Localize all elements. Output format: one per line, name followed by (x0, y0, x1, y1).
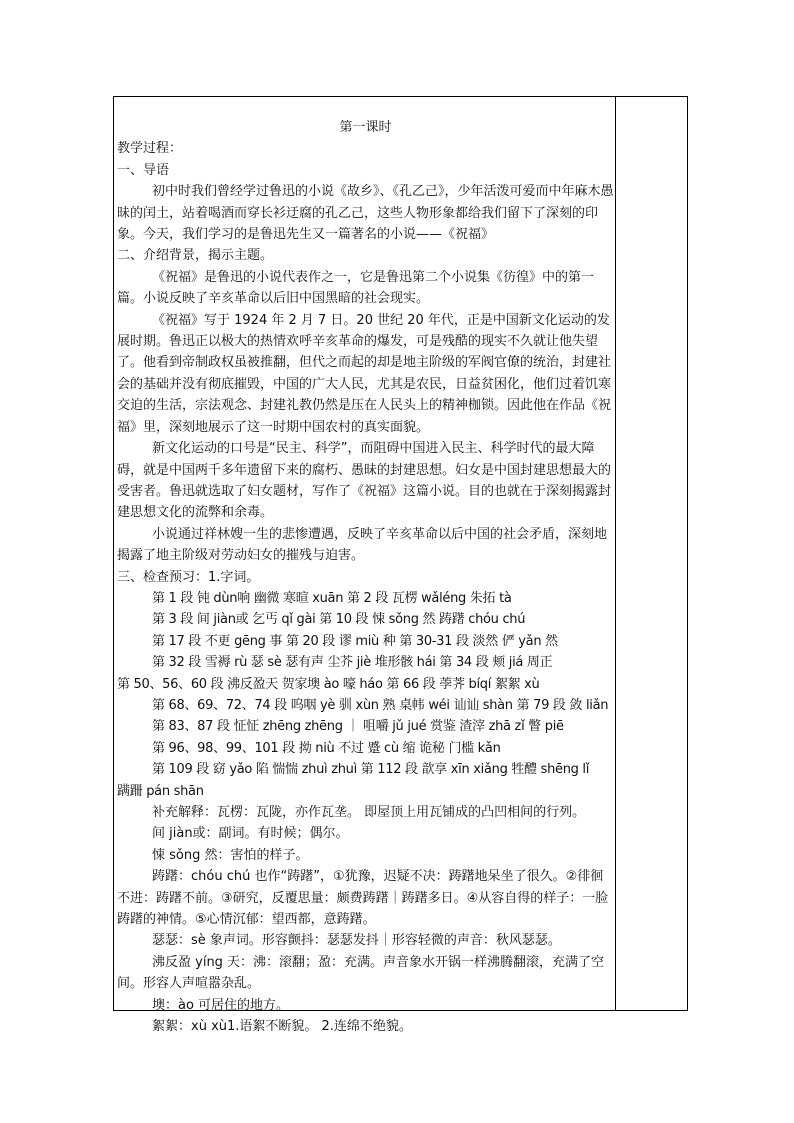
notes-column-cell (616, 97, 687, 1010)
note-chouchu: 踌躇：chóu chú 也作“踌躇”，①犹豫，迟疑不决：踌躇地呆坐了很久。②徘徊不进：踌躇不前。③研究，反覆思量：颇费踌躇｜踌躇多日。④从容自得的样子：一脸踌躇的神情。⑤心情沉郁：望西都，意踌躇。 (117, 869, 609, 928)
vocab-line: 第 17 段 不更 gēng 事 第 20 段 谬 miù 种 第 30-31 段 淡然 俨 yǎn 然 (152, 633, 558, 649)
intro-paragraph: 初中时我们曾经学过鲁迅的小说《故乡》、《孔乙己》，少年活泼可爱而中年麻木愚昧的闰土，站着喝酒而穿长衫迂腐的孔乙己，这些人物形象都给我们留下了深刻的印象。今天，我们学习的是鲁迅先生又一篇著名的小说——《祝福》 (117, 184, 614, 243)
lesson-content-cell (117, 117, 614, 1037)
background-heading: 二、介绍背景，揭示主题。 (117, 248, 274, 264)
vocab-line: 第 50、56、60 段 沸反盈天 贺家墺 ào 嚎 háo 第 66 段 荸荠 bíqí 絮絮 xù (117, 676, 540, 692)
vocab-line: 第 68、69、72、74 段 呜咽 yè 驯 xùn 熟 桌帏 wéi 讪讪 shàn 第 79 段 敛 liǎn (152, 697, 609, 713)
vocab-line: 第 32 段 雪褥 rù 瑟 sè 瑟有声 尘芥 jiè 堆形骸 hái 第 34 段 颊 jiá 周正 (152, 655, 553, 671)
note-sese: 瑟瑟：sè 象声词。形容颤抖：瑟瑟发抖｜形容轻微的声音：秋风瑟瑟。 (152, 933, 561, 949)
intro-heading: 一、导语 (117, 162, 170, 178)
preview-heading: 三、检查预习：1.字词。 (117, 569, 260, 585)
vocab-line: 第 3 段 间 jiàn或 乞丐 qǐ gài 第 10 段 悚 sǒng 然 踌躇 chóu chú (152, 612, 526, 628)
note-supplement: 补充解释：瓦楞：瓦陇，亦作瓦垄。 即屋顶上用瓦铺成的凸凹相间的行列。 (152, 805, 586, 820)
vocab-line: 第 1 段 钝 dùn响 幽微 寒暄 xuān 第 2 段 瓦楞 wǎléng 朱拓 tà (152, 590, 512, 606)
vocab-line: 第 109 段 窈 yǎo 陷 惴惴 zhuì zhuì 第 112 段 歆享 xīn xiǎng 牲醴 shēng lǐ (152, 762, 590, 778)
vocab-line: 第 96、98、99、101 段 拗 niù 不过 蹙 cù 缩 诡秘 门槛 kǎn (152, 740, 501, 756)
vocab-line: 第 83、87 段 怔怔 zhēng zhēng ｜ 咀嚼 jǔ jué 赏鉴 渣滓 zhā zǐ 瞥 piē (152, 719, 564, 735)
background-paragraph-1: 《祝福》是鲁迅的小说代表作之一，它是鲁迅第二个小说集《彷徨》中的第一篇。小说反映了辛亥革命以后旧中国黑暗的社会现实。 (117, 269, 595, 307)
note-ao: 墺：ào 可居住的地方。 (152, 997, 290, 1013)
process-heading: 教学过程： (117, 141, 183, 157)
note-songran: 悚 sǒng 然：害怕的样子。 (152, 847, 309, 863)
background-paragraph-2: 《祝福》写于 1924 年 2 月 7 日。20 世纪 20 年代，正是中国新文化运动的发展时期。鲁迅正以极大的热情欢呼辛亥革命的爆发，可是残酷的现实不久就让他失望了。他看到帝制政权虽被推翻，但代之而起的却是地主阶级的军阀官僚的统治，封建社会的基础并没有彻底摧毁，中国的广大人民，尤其是农民，日益贫困化，他们过着饥寒交迫的生活，宗法观念、封建礼教仍然是压在人民头上的精神枷锁。因此他在作品《祝福》里，深刻地展示了这一时期中国农村的真实面貌。 (117, 312, 612, 435)
note-jianhuo: 间 jiàn或：副词。有时候；偶尔。 (152, 826, 349, 842)
note-feifan: 沸反盈 yíng 天：沸：滚翻；盈：充满。声音象水开锅一样沸腾翻滚，充满了空间。形容人声喧嚣杂乱。 (117, 954, 605, 992)
note-xuxu: 絮絮：xù xù1.语絮不断貌。 2.连绵不绝貌。 (152, 1019, 412, 1035)
background-paragraph-4: 小说通过祥林嫂一生的悲惨遭遇，反映了辛亥革命以后中国的社会矛盾，深刻地揭露了地主阶级对劳动妇女的摧残与迫害。 (117, 526, 608, 564)
lesson-table (113, 96, 688, 1035)
page-title: 第一课时 (339, 120, 392, 135)
background-paragraph-3: 新文化运动的口号是“民主、科学”，而阻碍中国进入民主、科学时代的最大障碍，就是中国两千多年遗留下来的腐朽、愚昧的封建思想。妇女是中国封建思想最大的受害者。鲁迅就选取了妇女题材，写作了《祝福》这篇小说。目的也就在于深刻揭露封建思想文化的流弊和余毒。 (117, 441, 612, 521)
vocab-line: 蹒跚 pán shān (117, 783, 204, 799)
